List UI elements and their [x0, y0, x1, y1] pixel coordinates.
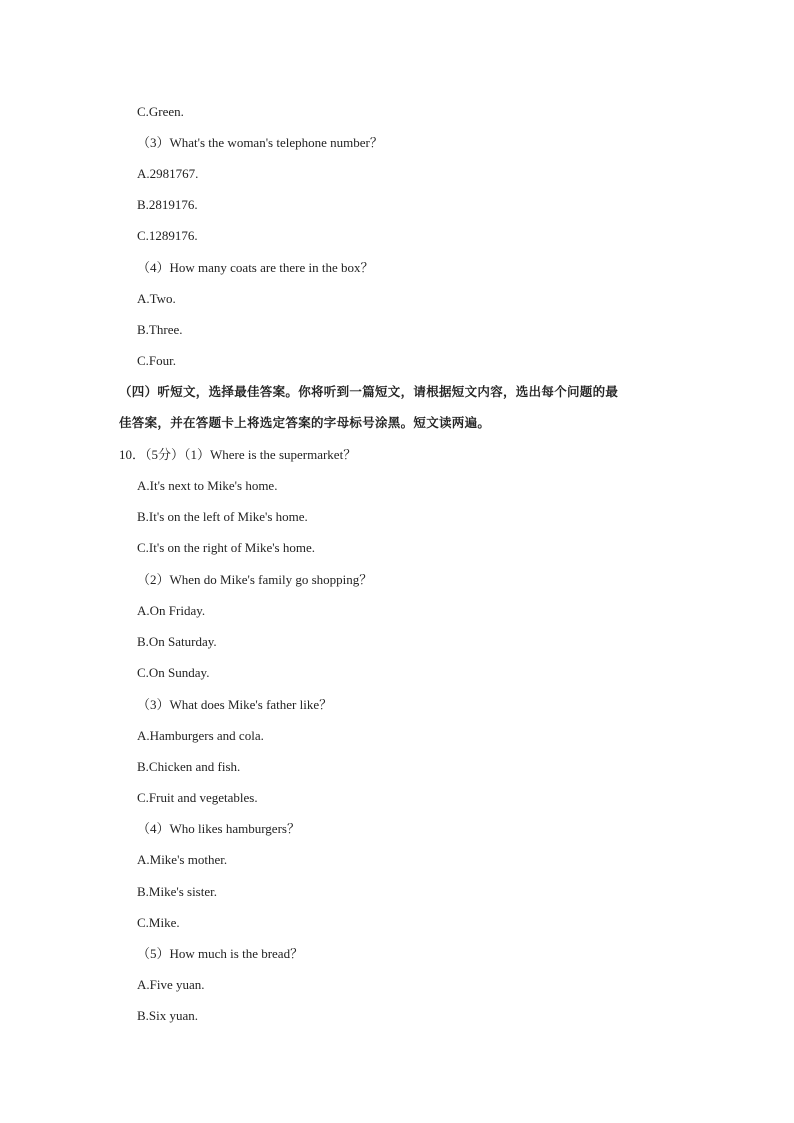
question-text: （4）Who likes hamburgers？	[137, 821, 300, 836]
option-text: A.It's next to Mike's home.	[137, 478, 278, 493]
option-text: B.Chicken and fish.	[137, 759, 241, 774]
option-text: A.2981767.	[137, 166, 199, 181]
option-text: A.Mike's mother.	[137, 852, 228, 867]
option-text: A.Five yuan.	[137, 977, 205, 992]
section-instructions: （四）听短文，选择最佳答案。你将听到一篇短文，请根据短文内容，选出每个问题的最	[119, 384, 619, 399]
option-text: B.2819176.	[137, 197, 198, 212]
option-text: B.Six yuan.	[137, 1008, 199, 1023]
option-text: C.On Sunday.	[137, 665, 210, 680]
option-text: C.Four.	[137, 353, 177, 368]
question-text: （5）How much is the bread？	[137, 946, 304, 961]
question-text: （4）How many coats are there in the box？	[137, 260, 374, 275]
option-text: C.Green.	[137, 104, 184, 119]
option-text: C.Mike.	[137, 915, 180, 930]
option-text: A.Hamburgers and cola.	[137, 728, 264, 743]
option-text: B.On Saturday.	[137, 634, 217, 649]
option-text: B.Mike's sister.	[137, 884, 217, 899]
section-instructions-continued: 佳答案，并在答题卡上将选定答案的字母标号涂黑。短文读两遍。	[119, 415, 491, 430]
option-text: C.It's on the right of Mike's home.	[137, 540, 316, 555]
option-text: B.Three.	[137, 322, 183, 337]
option-text: C.1289176.	[137, 228, 198, 243]
question-number-heading: 10．（5分）（1）Where is the supermarket？	[119, 447, 357, 462]
option-text: A.Two.	[137, 291, 176, 306]
question-text: （2）When do Mike's family go shopping？	[137, 572, 373, 587]
option-text: A.On Friday.	[137, 603, 206, 618]
question-text: （3）What's the woman's telephone number？	[137, 135, 383, 150]
option-text: C.Fruit and vegetables.	[137, 790, 258, 805]
question-text: （3）What does Mike's father like？	[137, 697, 333, 712]
option-text: B.It's on the left of Mike's home.	[137, 509, 308, 524]
